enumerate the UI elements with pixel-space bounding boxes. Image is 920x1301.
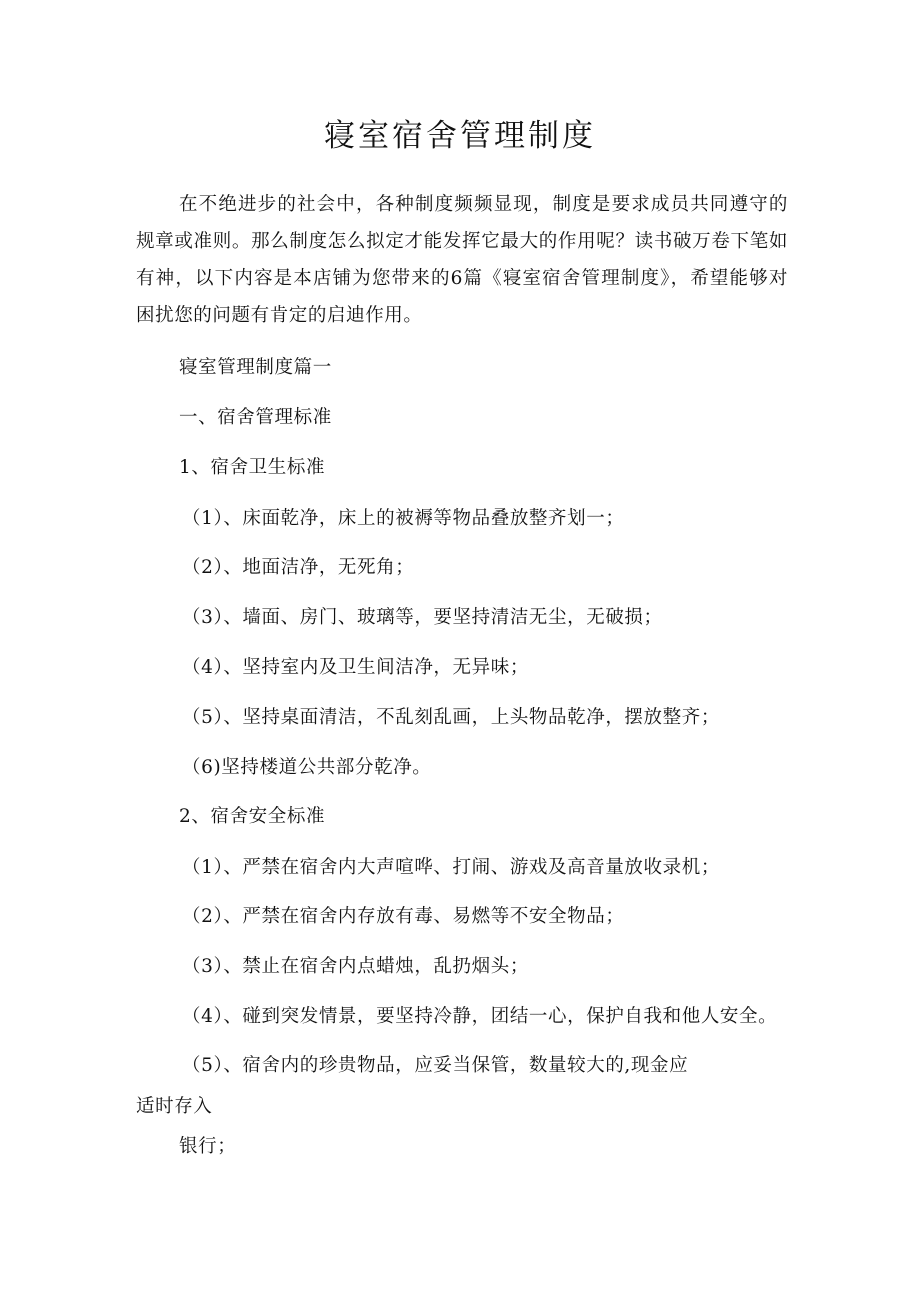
- safety-item: （4）、碰到突发情景，要坚持冷静，团结一心，保护自我和他人安全。: [182, 1006, 778, 1027]
- safety-item: （5）、宿舍内的珍贵物品，应妥当保管，数量较大的,现金应: [182, 1055, 689, 1076]
- safety-item: （3）、禁止在宿舍内点蜡烛，乱扔烟头；: [182, 956, 529, 977]
- document-title: 寝室宿舍管理制度: [324, 118, 596, 154]
- hygiene-item: （2）、地面洁净，无死角；: [182, 557, 415, 578]
- continuation-line: 适时存入: [136, 1096, 213, 1117]
- hygiene-item: （5）、坚持桌面清洁，不乱刻乱画，上头物品乾净，摆放整齐；: [182, 707, 720, 728]
- safety-item: （1）、严禁在宿舍内大声喧哗、打闹、游戏及高音量放收录机；: [182, 857, 720, 878]
- hygiene-item: （6)坚持楼道公共部分乾净。: [182, 757, 432, 778]
- section-heading: 一、宿舍管理标准: [179, 407, 332, 428]
- hygiene-item: （1）、床面乾净，床上的被褥等物品叠放整齐划一；: [182, 508, 625, 529]
- intro-paragraph: 在不绝进步的社会中，各种制度频频显现，制度是要求成员共同遵守的规章或准则。那么制度怎么拟定才能发挥它最大的作用呢？读书破万卷下笔如有神，以下内容是本店铺为您带来的6篇《寝室宿舍管理制度》，希望能够对困扰您的问题有肯定的启迪作用。: [136, 194, 788, 326]
- hygiene-item: （4）、坚持室内及卫生间洁净，无异味；: [182, 657, 529, 678]
- chapter-heading: 寝室管理制度篇一: [179, 357, 332, 378]
- hygiene-heading: 1、宿舍卫生标准: [179, 457, 326, 478]
- safety-item: （2）、严禁在宿舍内存放有毒、易燃等不安全物品；: [182, 906, 625, 927]
- hygiene-item: （3）、墙面、房门、玻璃等，要坚持清洁无尘，无破损；: [182, 607, 663, 628]
- safety-heading: 2、宿舍安全标准: [179, 806, 326, 827]
- continuation-line: 银行；: [179, 1136, 237, 1157]
